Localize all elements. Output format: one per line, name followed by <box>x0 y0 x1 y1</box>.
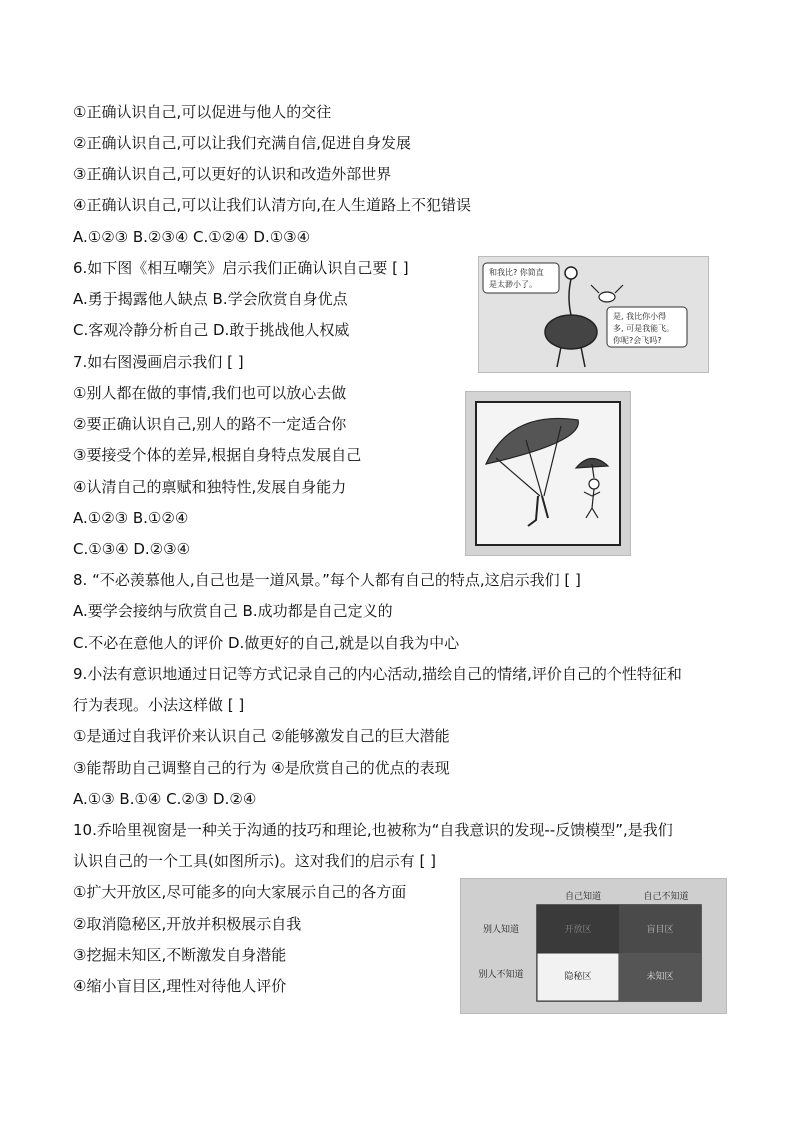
q5-option-1: ①正确认识自己,可以促进与他人的交往 <box>73 103 332 121</box>
q10-option-1: ①扩大开放区,尽可能多的向大家展示自己的各方面 <box>73 883 407 901</box>
q6-choices-cd: C.客观冷静分析自己 D.敢于挑战他人权威 <box>73 321 350 339</box>
q10-option-4: ④缩小盲目区,理性对待他人评价 <box>73 977 287 995</box>
q7-option-4: ④认清自己的禀赋和独特性,发展自身能力 <box>73 478 347 496</box>
q10-option-2: ②取消隐秘区,开放并积极展示自我 <box>73 915 302 933</box>
ostrich-bubble-line-2: 是太渺小了。 <box>489 280 537 289</box>
q5-option-4: ④正确认识自己,可以让我们认清方向,在人生道路上不犯错误 <box>73 196 471 214</box>
q8-choices-cd: C.不必在意他人的评价 D.做更好的自己,就是以自我为中心 <box>73 634 460 652</box>
bird-bubble-line-3: 你呢?会飞吗? <box>613 336 662 345</box>
q6-stem: 6.如下图《相互嘲笑》启示我们正确认识自己要 [ ] <box>73 259 409 277</box>
q6-cartoon <box>478 256 709 373</box>
q7-cartoon <box>465 391 631 556</box>
q9-options-34: ③能帮助自己调整自己的行为 ④是欣赏自己的优点的表现 <box>73 759 450 777</box>
johari-col-known: 自己知道 <box>564 892 602 902</box>
q5-option-3: ③正确认识自己,可以更好的认识和改造外部世界 <box>73 165 392 183</box>
johari-blind-label: 盲目区 <box>646 925 674 935</box>
q10-stem-2: 认识自己的一个工具(如图所示)。这对我们的启示有 [ ] <box>73 852 436 870</box>
q10-option-3: ③挖掘未知区,不断激发自身潜能 <box>73 946 287 964</box>
johari-row-unknown: 别人不知道 <box>478 970 524 980</box>
q9-stem-1: 9.小法有意识地通过日记等方式记录自己的内心活动,描绘自己的情绪,评价自己的个性特征和 <box>73 665 682 683</box>
q7-choices-2: C.①③④ D.②③④ <box>73 540 191 558</box>
q7-choices-1: A.①②③ B.①②④ <box>73 509 189 527</box>
q6-choices-ab: A.勇于揭露他人缺点 B.学会欣赏自身优点 <box>73 290 348 308</box>
q5-option-2: ②正确认识自己,可以让我们充满自信,促进自身发展 <box>73 134 411 152</box>
q7-option-2: ②要正确认识自己,别人的路不一定适合你 <box>73 415 347 433</box>
q7-option-3: ③要接受个体的差异,根据自身特点发展自己 <box>73 446 362 464</box>
bird-bubble-line-1: 是, 我比你小得 <box>613 312 667 321</box>
q8-choices-ab: A.要学会接纳与欣赏自己 B.成功都是自己定义的 <box>73 602 393 620</box>
q5-choices: A.①②③ B.②③④ C.①②④ D.①③④ <box>73 228 311 246</box>
johari-unknown-label: 未知区 <box>646 972 674 982</box>
q9-stem-2: 行为表现。小法这样做 [ ] <box>73 696 245 714</box>
q7-stem: 7.如右图漫画启示我们 [ ] <box>73 353 244 371</box>
q9-choices: A.①③ B.①④ C.②③ D.②④ <box>73 790 257 808</box>
johari-col-unknown: 自己不知道 <box>643 892 689 902</box>
q9-options-12: ①是通过自我评价来认识自己 ②能够激发自己的巨大潜能 <box>73 727 450 745</box>
johari-open-label: 开放区 <box>564 925 592 935</box>
q8-stem: 8. “不必羡慕他人,自己也是一道风景。”每个人都有自己的特点,这启示我们 [ ] <box>73 571 581 589</box>
johari-row-known: 别人知道 <box>482 925 520 935</box>
johari-hidden-label: 隐秘区 <box>564 972 592 982</box>
bird-icon <box>591 285 623 302</box>
q10-stem-1: 10.乔哈里视窗是一种关于沟通的技巧和理论,也被称为“自我意识的发现--反馈模型”,是我们 <box>73 821 673 839</box>
ostrich-bubble-line-1: 和我比? 你简直 <box>489 268 544 277</box>
q7-option-1: ①别人都在做的事情,我们也可以放心去做 <box>73 384 347 402</box>
bird-bubble-line-2: 多, 可是我能飞。 <box>613 324 675 333</box>
johari-window-figure <box>460 878 727 1014</box>
